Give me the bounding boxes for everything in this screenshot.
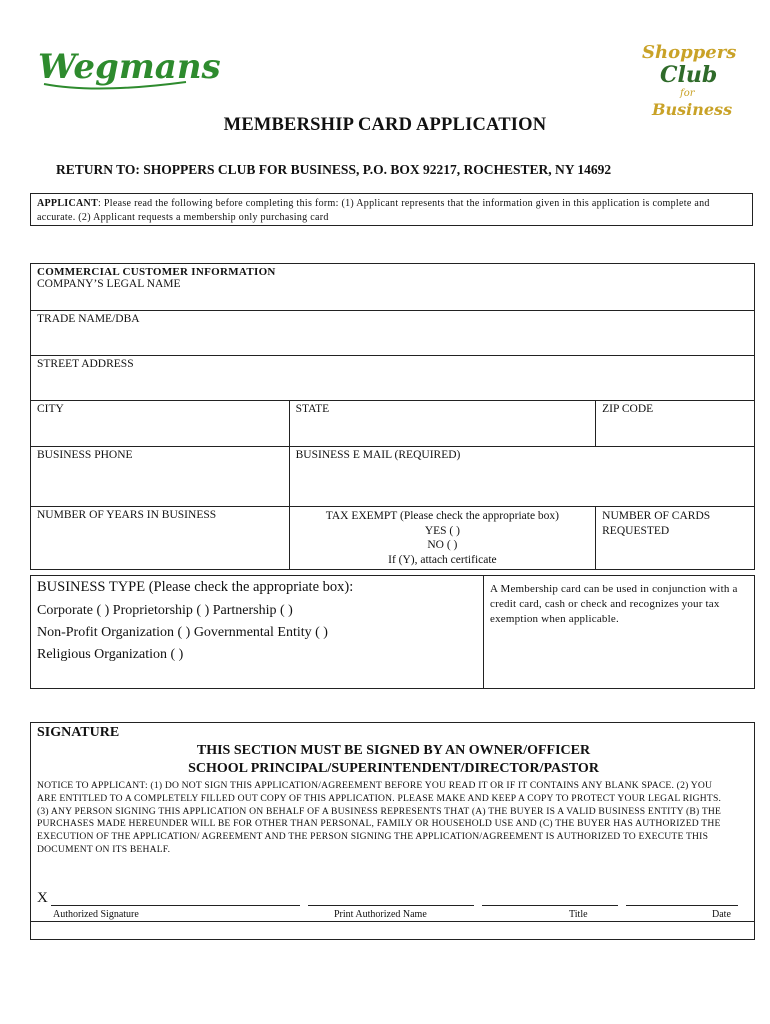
zip-label: ZIP CODE bbox=[602, 403, 654, 415]
date-label: Date bbox=[712, 909, 731, 920]
shoppers-club-logo bbox=[638, 38, 737, 120]
title-label: Title bbox=[569, 909, 588, 920]
city-field[interactable] bbox=[31, 401, 290, 447]
authorized-signature-line[interactable] bbox=[51, 905, 300, 906]
sc-logo-line4: Business bbox=[652, 100, 733, 119]
tax-exempt-yes[interactable]: YES ( ) bbox=[424, 524, 460, 537]
trade-name-field[interactable] bbox=[31, 311, 755, 356]
tax-exempt-label: TAX EXEMPT (Please check the appropriate box) bbox=[325, 510, 560, 522]
business-phone-field[interactable] bbox=[31, 447, 290, 507]
business-email-field[interactable] bbox=[289, 447, 754, 507]
page-title: MEMBERSHIP CARD APPLICATION bbox=[223, 115, 547, 135]
authorized-signature-label: Authorized Signature bbox=[53, 909, 139, 920]
business-email-label: BUSINESS E MAIL (REQUIRED) bbox=[295, 449, 461, 461]
zip-field[interactable] bbox=[596, 401, 755, 447]
sc-logo-line2: Club bbox=[660, 62, 718, 88]
signature-divider bbox=[31, 921, 754, 922]
membership-card-note: A Membership card can be used in conjunction with a credit card, cash or check and recognizes your tax exemption when applicable. bbox=[483, 576, 756, 688]
signature-section bbox=[30, 722, 755, 940]
applicant-label: APPLICANT bbox=[37, 198, 99, 209]
notice-to-applicant: NOTICE TO APPLICANT: (1) DO NOT SIGN THIS APPLICATION/AGREEMENT BEFORE YOU READ IT OR IF IT CONTAINS ANY BLANK SPACE. (2) YOU ARE ENTITLED TO A COMPLETELY FILLED OUT COPY OF THIS APPLICATION. PLEASE MAKE AND KEEP A COPY TO PROTECT YOUR LEGAL RIGHTS. (3) ANY PERSON SIGNING THIS APPLICATION ON BEHALF OF A BUSINESS REPRESENTS THAT (A) THE BUYER IS A VALID BUSINESS ENTITY (B) THE PURCHASES MADE HEREUNDER WILL BE FOR OTHER THAN PERSONAL, FAMILY OR HOUSEHOLD USE AND (C) THE BUYER HAS AUTHORIZED THE EXECUTION OF THE APPLICATION/ AGREEMENT AND THE PERSON SIGNING THE APPLICATION/AGREEMENT IS AUTHORIZED TO EXECUTE THIS DOCUMENT ON ITS BEHALF. bbox=[37, 780, 722, 855]
years-in-business-label: NUMBER OF YEARS IN BUSINESS bbox=[37, 509, 217, 521]
date-line[interactable] bbox=[626, 905, 738, 906]
trade-name-label: TRADE NAME/DBA bbox=[37, 313, 140, 325]
wegmans-logo-text: Wegmans bbox=[38, 47, 221, 87]
business-type-options-1[interactable]: Corporate ( ) Proprietorship ( ) Partnership ( ) bbox=[37, 603, 293, 618]
commercial-header: COMMERCIAL CUSTOMER INFORMATION bbox=[37, 266, 276, 278]
print-name-label: Print Authorized Name bbox=[334, 909, 427, 920]
city-label: CITY bbox=[37, 403, 64, 415]
signature-x-mark: X bbox=[37, 890, 48, 906]
tax-exempt-no[interactable]: NO ( ) bbox=[427, 539, 458, 551]
print-name-line[interactable] bbox=[308, 905, 474, 906]
signature-requirement-1: THIS SECTION MUST BE SIGNED BY AN OWNER/OFFICER bbox=[196, 743, 591, 758]
wegmans-logo bbox=[36, 36, 221, 98]
street-address-field[interactable] bbox=[31, 356, 755, 401]
business-type-section bbox=[30, 575, 755, 689]
cards-requested-label: NUMBER OF CARDS REQUESTED bbox=[602, 510, 711, 537]
applicant-notice bbox=[30, 193, 753, 226]
tax-exempt-certificate: If (Y), attach certificate bbox=[388, 553, 497, 566]
business-type-options-2[interactable]: Non-Profit Organization ( ) Governmental Entity ( ) bbox=[37, 625, 328, 640]
applicant-text: : Please read the following before completing this form: (1) Applicant represents that the information given in this application is complete and accurate. (2) Applicant requests a membership only purchasing card bbox=[37, 198, 710, 223]
business-phone-label: BUSINESS PHONE bbox=[37, 449, 133, 461]
signature-requirement-2: SCHOOL PRINCIPAL/SUPERINTENDENT/DIRECTOR/PASTOR bbox=[188, 761, 599, 776]
street-address-label: STREET ADDRESS bbox=[37, 358, 134, 370]
sc-logo-line3: for bbox=[680, 88, 695, 99]
cards-requested-field[interactable] bbox=[596, 507, 755, 570]
state-label: STATE bbox=[295, 403, 330, 415]
years-in-business-field[interactable] bbox=[31, 507, 290, 570]
commercial-info-table bbox=[30, 263, 755, 570]
business-type-options-3[interactable]: Religious Organization ( ) bbox=[37, 647, 184, 662]
tax-exempt-field[interactable] bbox=[289, 507, 596, 570]
sc-logo-line1: Shoppers bbox=[642, 42, 737, 63]
legal-name-label: COMPANY’S LEGAL NAME bbox=[37, 278, 181, 290]
state-field[interactable] bbox=[289, 401, 596, 447]
business-type-heading: BUSINESS TYPE (Please check the appropriate box): bbox=[37, 579, 354, 595]
signature-heading: SIGNATURE bbox=[37, 725, 120, 740]
return-address: RETURN TO: SHOPPERS CLUB FOR BUSINESS, P.O. BOX 92217, ROCHESTER, NY 14692 bbox=[56, 162, 612, 177]
title-line[interactable] bbox=[482, 905, 618, 906]
legal-name-field[interactable] bbox=[31, 264, 755, 311]
